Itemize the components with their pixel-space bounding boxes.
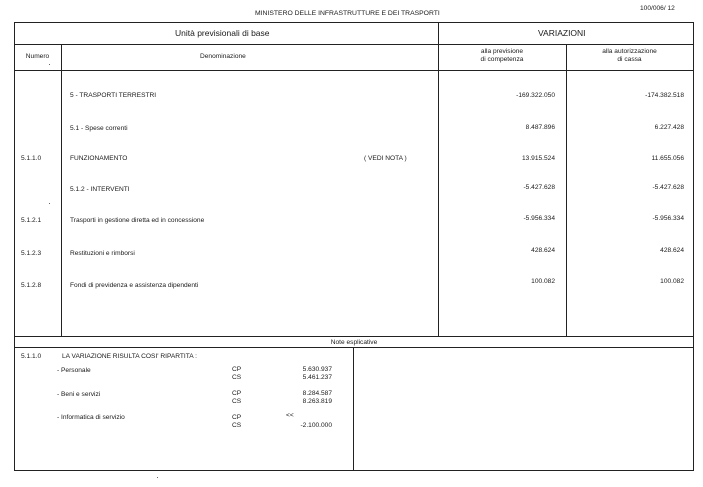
row-competenza: 8.487.896: [525, 124, 555, 131]
row-denominazione: 5.1 - Spese correnti: [70, 125, 128, 132]
col-header-denominazione: Denominazione: [200, 53, 246, 60]
row-numero: 5.1.2.3: [21, 250, 42, 257]
row-denominazione: FUNZIONAMENTO: [70, 155, 128, 162]
note-cs-value: -2.100.000: [300, 422, 332, 429]
row-cassa: 11.655.056: [651, 155, 684, 162]
col-header-cassa: alla autorizzazione di cassa: [602, 48, 657, 63]
row-cassa: -5.956.334: [652, 215, 684, 222]
row-competenza: -5.427.628: [523, 184, 555, 191]
row-competenza: 100.082: [531, 278, 555, 285]
row-denominazione: 5.1.2 - INTERVENTI: [70, 186, 130, 193]
row-denominazione: Trasporti in gestione diretta ed in concessione: [70, 217, 205, 224]
row-denominazione: 5 - TRASPORTI TERRESTRI: [70, 92, 157, 99]
row-competenza: 13.915.524: [521, 155, 555, 162]
header-upb: Unità previsionali di base: [175, 28, 270, 38]
note-item-label: - Personale: [57, 367, 91, 374]
note-mark: <<: [286, 412, 294, 419]
note-cs-label: CS: [232, 374, 242, 381]
col-header-numero: Numero: [25, 53, 50, 60]
note-cs-value: 5.461.237: [302, 374, 332, 381]
note-cp-label: CP: [232, 366, 242, 373]
note-cp-label: CP: [232, 414, 242, 421]
notes-heading: LA VARIAZIONE RISULTA COSI' RIPARTITA :: [62, 353, 197, 360]
row-cassa: -5.427.628: [652, 184, 684, 191]
note-cs-label: CS: [232, 398, 242, 405]
header-variazioni: VARIAZIONI: [538, 28, 586, 38]
notes-title: Note esplicative: [330, 339, 378, 346]
note-cp-label: CP: [232, 390, 242, 397]
row-denominazione: Fondi di previdenza e assistenza dipendenti: [70, 282, 199, 289]
row-competenza: -5.956.334: [523, 215, 555, 222]
note-cp-value: 5.630.937: [302, 366, 332, 373]
note-item-label: - Informatica di servizio: [57, 414, 125, 421]
row-nota: ( VEDI NOTA ): [364, 155, 407, 162]
row-numero: 5.1.2.8: [21, 282, 42, 289]
note-cs-label: CS: [232, 422, 242, 429]
notes-ref: 5.1.1.0: [21, 353, 42, 360]
page-reference: 100/006/ 12: [640, 5, 675, 12]
note-item-label: - Beni e servizi: [57, 391, 101, 398]
col-header-competenza: alla previsione di competenza: [480, 48, 524, 63]
row-competenza: -169.322.050: [516, 92, 555, 99]
row-cassa: 428.624: [660, 247, 684, 254]
note-cs-value: 8.263.819: [302, 398, 332, 405]
row-cassa: -174.382.518: [645, 92, 684, 99]
ministry-title: MINISTERO DELLE INFRASTRUTTURE E DEI TRASPORTI: [255, 10, 440, 17]
row-numero: 5.1.2.1: [21, 217, 42, 224]
row-cassa: 100.082: [660, 278, 684, 285]
row-numero: 5.1.1.0: [21, 155, 42, 162]
row-competenza: 428.624: [531, 247, 555, 254]
note-cp-value: 8.284.587: [302, 390, 332, 397]
row-cassa: 6.227.428: [654, 124, 684, 131]
row-denominazione: Restituzioni e rimborsi: [70, 250, 135, 257]
